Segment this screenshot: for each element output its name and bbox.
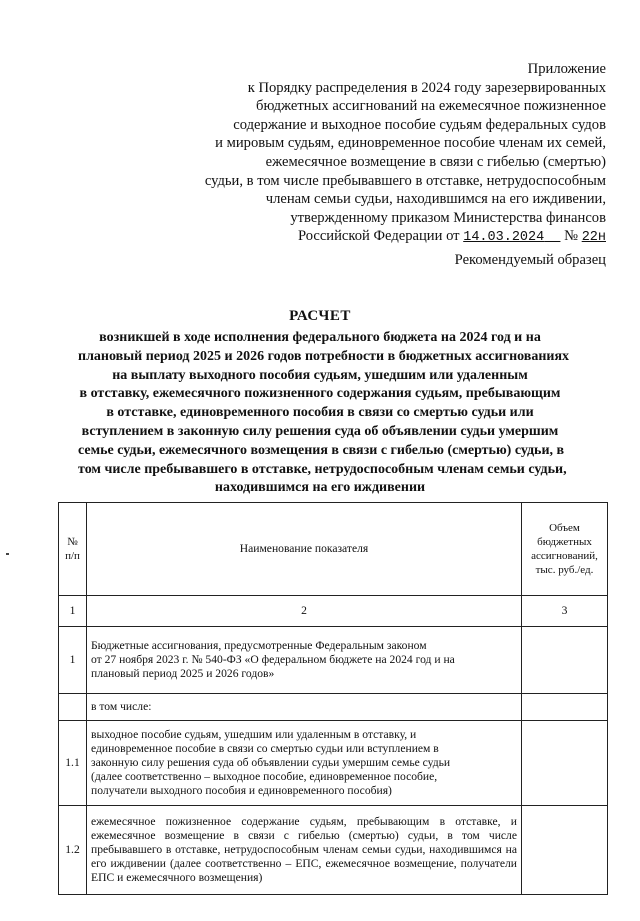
calculation-table [58, 502, 608, 895]
order-date-line [176, 227, 606, 248]
subtitle-line: находившимся на его иждивении [214, 480, 426, 496]
row-text [87, 721, 522, 806]
header-value-line: ассигнований, [531, 550, 598, 562]
row-number: 1.2 [59, 806, 87, 895]
appendix-line: к Порядку распределения в 2024 году зарезервированных [247, 79, 606, 96]
row-text: ежемесячное пожизненное содержание судьям, пребывающим в отставке, и ежемесячное возмещение в связи с гибелью (смертью) судьи, в том числе пребывавшего в отставке, нетрудоспособным членам семьи судьи, находившимся на его иждивении (далее соответственно – ЕПС, ежемесячное возмещение, получатели ЕПС и ежемесячного возмещения) [87, 806, 522, 895]
subtitle-line: в отставку, ежемесячного пожизненного содержания судьям, пребывающим [79, 386, 561, 402]
order-number-label: № [564, 228, 579, 245]
subtitle-line: в отставке, единовременного пособия в связи со смертью судьи или [106, 405, 534, 421]
column-number: 1 [59, 596, 87, 627]
appendix-line: ежемесячное возмещение в связи с гибелью (смертью) [265, 153, 606, 170]
appendix-line: утвержденному приказом Министерства финансов [290, 209, 606, 226]
header-num-line: № [67, 536, 78, 548]
header-value [522, 503, 608, 596]
row-text-line: плановый период 2025 и 2026 годов» [91, 667, 275, 680]
row-value [522, 721, 608, 806]
table-row [59, 627, 608, 694]
scan-mark [6, 553, 9, 555]
header-value-line: тыс. руб./ед. [535, 564, 594, 576]
appendix-line: бюджетных ассигнований на ежемесячное пожизненное [256, 98, 606, 115]
subtitle-line: на выплату выходного пособия судьям, ушедшим или удаленным [112, 367, 528, 383]
table-header-row [59, 503, 608, 596]
row-number: 1 [59, 627, 87, 694]
header-num [59, 503, 87, 596]
row-text-line: (далее соответственно – выходное пособие, единовременное пособие, [91, 770, 438, 783]
order-prefix: Российской Федерации от [297, 228, 460, 245]
row-text: в том числе: [87, 694, 522, 721]
row-value [522, 694, 608, 721]
header-name: Наименование показателя [87, 503, 522, 596]
table-row [59, 694, 608, 721]
subtitle-block [78, 329, 570, 498]
row-text-line: Бюджетные ассигнования, предусмотренные Федеральным законом [91, 639, 427, 652]
appendix-line: содержание и выходное пособие судьям федеральных судов [233, 116, 606, 133]
header-value-line: бюджетных [537, 536, 592, 548]
row-number: 1.1 [59, 721, 87, 806]
appendix-line: и мировым судьям, единовременное пособие членам их семей, [215, 135, 606, 152]
appendix-line: Приложение [527, 61, 606, 77]
column-number: 3 [522, 596, 608, 627]
page-title: РАСЧЕТ [289, 308, 351, 324]
row-number [59, 694, 87, 721]
row-text [87, 627, 522, 694]
appendix-line: членам семьи судьи, находившимся на его иждивении, [265, 191, 606, 208]
recommended-sample: Рекомендуемый образец [454, 252, 606, 268]
appendix-line: судьи, в том числе пребывавшего в отставке, нетрудоспособным [204, 172, 606, 189]
row-text-line: от 27 ноября 2023 г. № 540-ФЗ «О федеральном бюджете на 2024 год и на [91, 653, 455, 666]
column-number: 2 [87, 596, 522, 627]
row-text-line: законную силу решения суда об объявлении судьи умершим семье судьи [91, 756, 451, 769]
header-num-line: п/п [65, 550, 80, 562]
appendix-block [176, 60, 606, 248]
subtitle-line: возникшей в ходе исполнения федерального бюджета на 2024 год и на [99, 330, 541, 345]
table-row [59, 721, 608, 806]
order-number: 22н [581, 230, 606, 246]
header-value-line: Объем [549, 522, 580, 534]
row-text-line: получатели выходного пособия и единовременного пособия) [91, 784, 392, 797]
subtitle-line: том числе пребывавшего в отставке, нетрудоспособным членам семьи судьи, [78, 461, 567, 477]
row-value [522, 806, 608, 895]
subtitle-line: плановый период 2025 и 2026 годов потребности в бюджетных ассигнованиях [78, 348, 570, 364]
order-date: 14.03.2024 [463, 230, 545, 246]
subtitle-line: семье судьи, ежемесячного возмещения в связи с гибелью (смертью) судьи, в [78, 442, 565, 458]
row-value [522, 627, 608, 694]
row-text-line: выходное пособие судьям, ушедшим или удаленным в отставку, и [91, 728, 417, 741]
column-number-row [59, 596, 608, 627]
subtitle-line: вступлением в законную силу решения суда об объявлении судьи умершим [81, 423, 559, 439]
row-text-line: единовременное пособие в связи со смертью судьи или вступлением в [91, 742, 439, 755]
table-row [59, 806, 608, 895]
